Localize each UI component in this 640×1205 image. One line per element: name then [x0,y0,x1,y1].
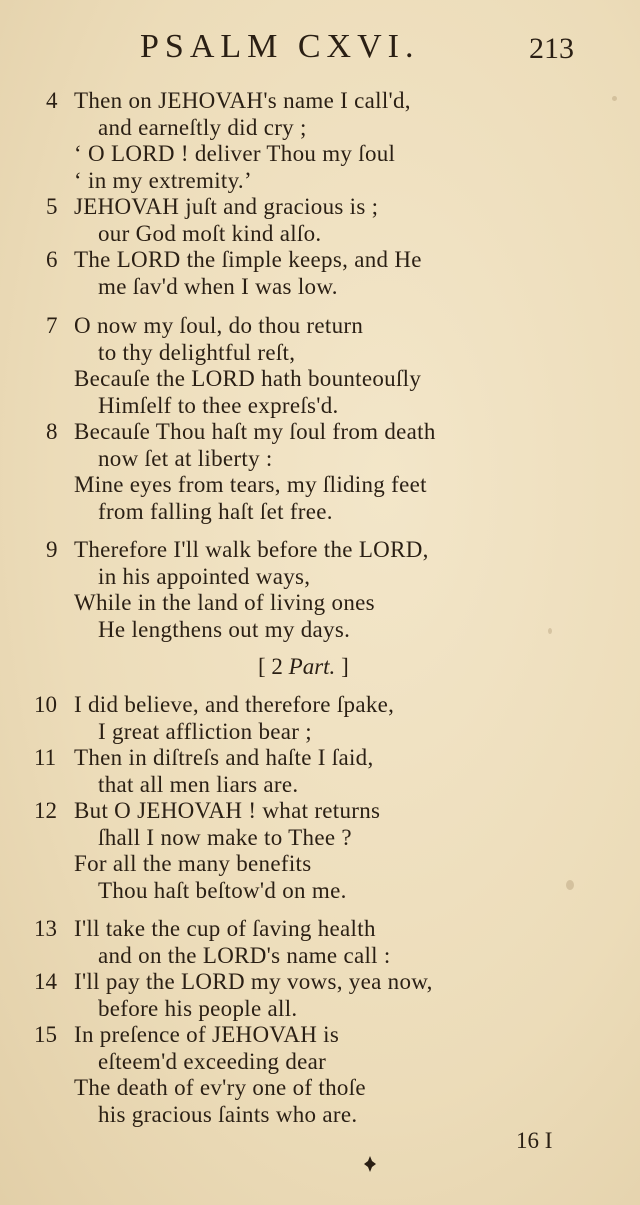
verse-line: The LORD the ſimple keeps, and He [74,247,422,272]
verse-line: and earneſtly did cry ; [98,115,307,140]
verse-line: Becauſe the LORD hath bounteouſly [74,366,422,391]
ink-blot-icon [364,1156,376,1172]
verse-line: For all the many benefits [74,851,312,876]
verse-line: Mine eyes from tears, my ſliding feet [74,472,427,497]
verse-line: before his people all. [98,996,298,1021]
paper-stain [612,96,617,101]
verse-line: In preſence of JEHOVAH is [74,1022,340,1047]
verse-line: Thou haſt beſtow'd on me. [98,878,347,903]
verse-line: Then on JEHOVAH's name I call'd, [74,88,411,113]
page-number: 213 [529,32,574,65]
verse-line: But O JEHOVAH ! what returns [74,798,381,823]
verse-line: our God moſt kind alſo. [98,221,322,246]
verse-line: eſteem'd exceeding dear [98,1049,327,1074]
verse-number: 5 [46,194,58,219]
verse-number: 6 [46,247,58,272]
verse-line: his gracious ſaints who are. [98,1102,358,1127]
verse-number: 10 [34,692,57,717]
page-header [0,28,640,76]
verse-line: from falling haſt ſet free. [98,499,333,524]
verse-line: and on the LORD's name call : [98,943,391,968]
verse-line: I great affliction bear ; [98,719,312,744]
verse-line: I'll pay the LORD my vows, yea now, [74,969,433,994]
verse-number: 11 [34,745,57,770]
verse-line: Himſelf to thee expreſs'd. [98,393,339,418]
section-heading [258,654,349,680]
verse-number: 9 [46,537,58,562]
verse-line: now ſet at liberty : [98,446,273,471]
verse-line: He lengthens out my days. [98,617,351,642]
verse-line: I did believe, and therefore ſpake, [74,692,395,717]
verse-line: The death of ev'ry one of thoſe [74,1075,366,1100]
verse-line: to thy delightful reſt, [98,340,296,365]
verse-line: Then in diſtreſs and haſte I ſaid, [74,745,374,770]
verse-line: Therefore I'll walk before the LORD, [74,537,429,562]
signature-mark: 16 I [516,1128,553,1153]
section-close: ] [341,654,349,679]
verse-line: me ſav'd when I was low. [98,274,338,299]
verse-line: ſhall I now make to Thee ? [98,825,352,850]
running-title: PSALM CXVI. [140,28,420,65]
verse-number: 4 [46,88,58,113]
verse-number: 13 [34,916,57,941]
verse-line: ‘ O LORD ! deliver Thou my ſoul [74,141,396,166]
verse-line: O now my ſoul, do thou return [74,313,364,338]
verse-line: JEHOVAH juſt and gracious is ; [74,194,379,219]
paper-stain [548,628,552,634]
verse-number: 14 [34,969,57,994]
section-open: [ 2 [258,654,283,679]
verse-line: I'll take the cup of ſaving health [74,916,376,941]
verse-number: 8 [46,419,58,444]
verse-number: 7 [46,313,58,338]
verse-number: 12 [34,798,57,823]
verse-line: in his appointed ways, [98,564,311,589]
verse-line: ‘ in my extremity.’ [74,168,252,193]
section-label: Part. [288,654,336,679]
verse-line: Becauſe Thou haſt my ſoul from death [74,419,436,444]
paper-stain [566,880,574,890]
verse-line: that all men liars are. [98,772,299,797]
verse-number: 15 [34,1022,57,1047]
verse-line: While in the land of living ones [74,590,375,615]
